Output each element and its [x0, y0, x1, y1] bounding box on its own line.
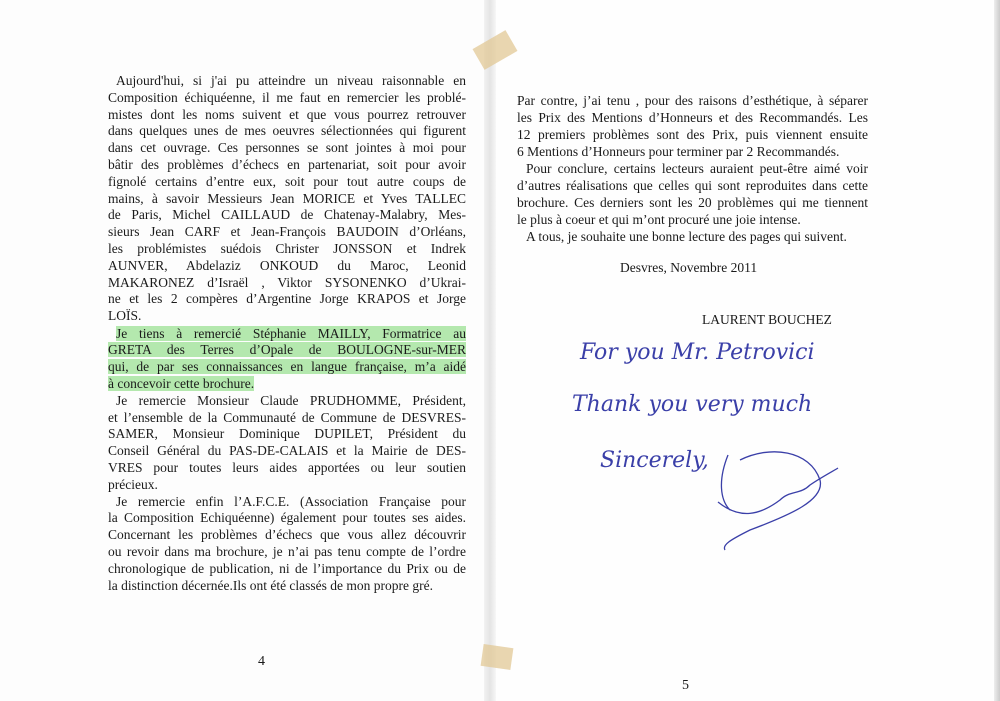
text-line: chronologique de publication, ni de l’importance du Prix ou de — [108, 560, 466, 576]
text-line: à concevoir cette brochure. — [108, 376, 255, 391]
text-line: les problémistes suédois Christer JONSSON et Indrek — [108, 241, 466, 256]
text-line: A tous, je souhaite une bonne lecture des pages qui suivent. — [526, 229, 847, 244]
handwritten-line: For you Mr. Petrovici — [580, 340, 815, 365]
book-gutter — [484, 0, 496, 701]
text-line: la distinction décernée.Ils ont été classés de mon propre gré. — [108, 577, 434, 593]
author-name: LAURENT BOUCHEZ — [702, 312, 832, 327]
text-line: 12 premiers problèmes sont des Prix, puis viennent ensuite — [517, 127, 868, 142]
text-line: fignolé certains d’entre eux, soit pour tout autre coups de — [108, 173, 466, 189]
text-line: Conseil Général du PAS-DE-CALAIS et la Mairie de DES- — [108, 443, 466, 459]
text-line: précieux. — [108, 476, 158, 492]
handwritten-line: Sincerely, — [600, 448, 709, 473]
text-line: 6 Mentions d’Honneurs pour terminer par 2 Recommandés. — [517, 144, 840, 159]
text-line: MAKARONEZ d’Israël , Viktor SYSONENKO d’Ukrai- — [108, 274, 466, 290]
text-line: les Prix des Mentions d’Honneurs et des Recommandés. Les — [517, 110, 868, 125]
text-line: SAMER, Monsieur Dominique DUPILET, Président du — [108, 426, 466, 442]
text-line: le plus à coeur et qui m’ont procuré une joie intense. — [517, 212, 801, 227]
text-line: dans quelques unes de mes oeuvres sélectionnées qui figurent — [108, 123, 466, 139]
page-number: 5 — [682, 678, 689, 693]
text-line: Composition échiquéenne, il me faut en remercier les problé- — [108, 89, 466, 105]
text-line: ou revoir dans ma brochure, je n’ai pas tenu compte de l’ordre — [108, 544, 466, 559]
text-line: Je remercie enfin l’A.F.C.E. (Association Française pour — [116, 493, 466, 509]
text-line: de Paris, Michel CAILLAUD de Chatenay-Malabry, Mes- — [108, 207, 466, 223]
page-edge — [994, 0, 1000, 701]
text-line: GRETA des Terres d’Opale de BOULOGNE-sur-MER — [108, 342, 466, 358]
signature — [700, 440, 840, 560]
text-line: Concernant les problèmes d’échecs que vous allez découvrir — [108, 527, 466, 543]
text-line: bâtir des problèmes d’échecs en partenariat, soit pour avoir — [108, 157, 466, 172]
text-line: la Composition Echiquéenne) également pour toutes ses aides. — [108, 510, 466, 526]
text-line: dans cet ouvrage. Ces personnes se sont jointes à moi pour — [108, 140, 466, 156]
text-line: AUNVER, Abdelaziz ONKOUD du Maroc, Leonid — [108, 257, 466, 273]
text-line: mains, à savoir Messieurs Jean MORICE et Yves TALLEC — [108, 190, 466, 206]
text-line: sieurs Jean CARF et Jean-François BAUDOIN d’Orléans, — [108, 224, 466, 240]
text-line: Aujourd'hui, si j'ai pu atteindre un niveau raisonnable en — [116, 73, 466, 88]
text-line: d’autres réalisations que celles qui sont reproduites dans cette — [517, 178, 868, 193]
text-line: Par contre, j’ai tenu , pour des raisons d’esthétique, à séparer — [517, 93, 868, 108]
text-line: VRES pour toutes leurs aides apportées ou leur soutien — [108, 460, 466, 475]
text-line: brochure. Ces derniers sont les 20 problèmes qui me tiennent — [517, 195, 868, 210]
text-line: mistes dont les noms suivent et que vous pourrez retrouver — [108, 106, 466, 122]
page-number: 4 — [258, 654, 265, 669]
text-line: Je tiens à remercié Stéphanie MAILLY, Formatrice au — [116, 325, 466, 341]
handwritten-line: Thank you very much — [572, 392, 813, 417]
text-line: Pour conclure, certains lecteurs auraient peut-être aimé voir — [526, 161, 868, 176]
text-line: qui, de par ses connaissances en langue française, m’a aidé — [108, 359, 466, 375]
text-line: LOÏS. — [108, 308, 142, 324]
text-line: ne et les 2 compères d’Argentine Jorge KRAPOS et Jorge — [108, 291, 466, 307]
text-line: Je remercie Monsieur Claude PRUDHOMME, Président, — [116, 392, 466, 408]
place-date: Desvres, Novembre 2011 — [620, 260, 758, 275]
text-line: et l’ensemble de la Communauté de Commune de DESVRES- — [108, 409, 466, 425]
tape-bottom — [481, 644, 514, 670]
